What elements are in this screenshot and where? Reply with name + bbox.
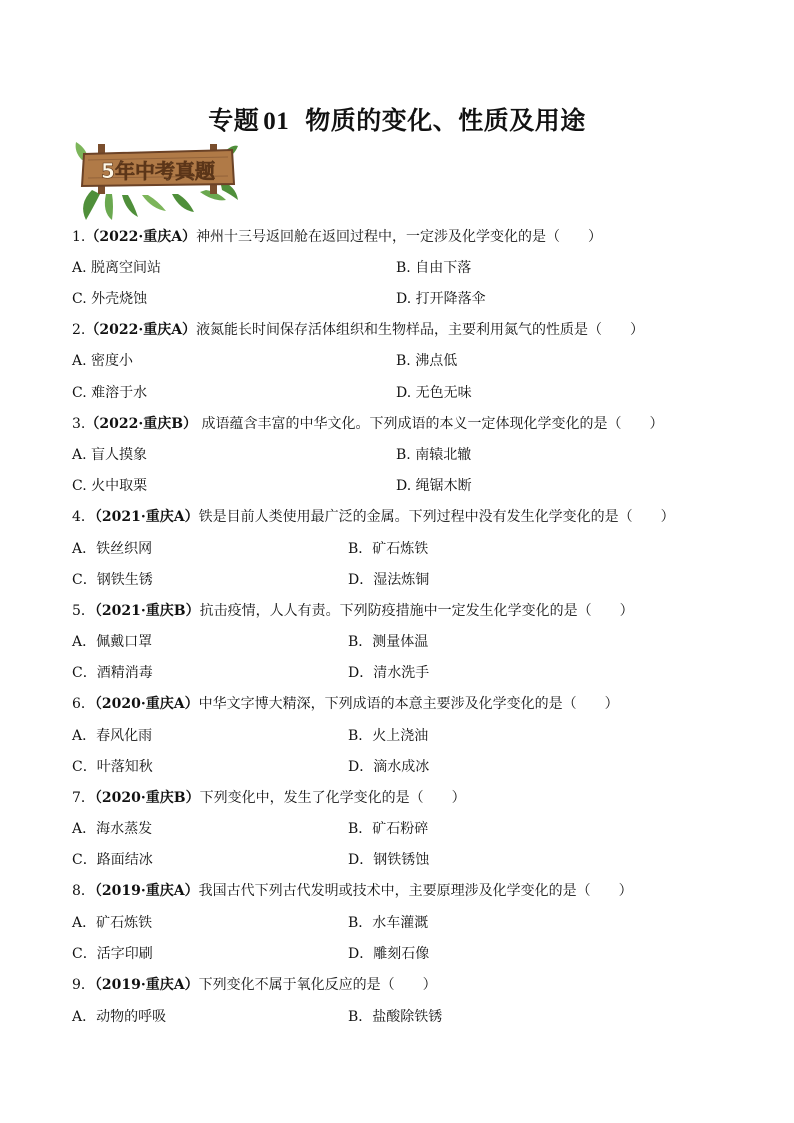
option-5d: D．清水洗手 — [348, 665, 430, 681]
option-2b: B. 沸点低 — [396, 353, 458, 369]
option-5c: C．酒精消毒 — [72, 665, 153, 681]
option-3a: A. 盲人摸象 — [72, 447, 148, 463]
option-7c: C．路面结冰 — [72, 852, 153, 868]
question-7: 7．（2020·重庆B）下列变化中，发生了化学变化的是（ ） — [72, 790, 466, 806]
option-9a: A．动物的呼吸 — [72, 1009, 167, 1025]
option-2a: A. 密度小 — [72, 353, 134, 369]
question-4: 4．（2021·重庆A）铁是目前人类使用最广泛的金属。下列过程中没有发生化学变化的是（ ） — [72, 509, 675, 525]
question-2: 2.（2022·重庆A）液氮能长时间保存活体组织和生物样品，主要利用氮气的性质是（ ） — [72, 322, 645, 338]
option-8b: B．水车灌溉 — [348, 915, 429, 931]
question-8: 8．（2019·重庆A）我国古代下列古代发明或技术中，主要原理涉及化学变化的是（ ） — [72, 883, 633, 899]
question-9: 9．（2019·重庆A）下列变化不属于氧化反应的是（ ） — [72, 977, 437, 993]
title-number: 01 — [263, 108, 290, 135]
option-1c: C. 外壳烧蚀 — [72, 291, 148, 307]
option-3c: C. 火中取栗 — [72, 478, 148, 494]
option-6b: B．火上浇油 — [348, 728, 429, 744]
option-4d: D．湿法炼铜 — [348, 572, 430, 588]
option-8c: C．活字印刷 — [72, 946, 153, 962]
page-title — [0, 101, 794, 137]
option-6d: D．滴水成冰 — [348, 759, 430, 775]
title-text: 物质的变化、性质及用途 — [305, 106, 586, 135]
option-8a: A．矿石炼铁 — [72, 915, 153, 931]
title-prefix: 专题 — [208, 106, 260, 135]
option-7d: D．钢铁锈蚀 — [348, 852, 430, 868]
option-8d: D．雕刻石像 — [348, 946, 430, 962]
option-5b: B．测量体温 — [348, 634, 429, 650]
question-3: 3.（2022·重庆B） 成语蕴含丰富的中华文化。下列成语的本义一定体现化学变化的是（ ） — [72, 416, 664, 432]
option-3b: B. 南辕北辙 — [396, 447, 472, 463]
question-1: 1.（2022·重庆A）神州十三号返回舱在返回过程中，一定涉及化学变化的是（ ） — [72, 229, 603, 245]
option-5a: A．佩戴口罩 — [72, 634, 153, 650]
option-6c: C．叶落知秋 — [72, 759, 153, 775]
badge-text: 5年中考真题 — [101, 159, 215, 183]
option-1a: A. 脱离空间站 — [72, 260, 162, 276]
option-2c: C. 难溶于水 — [72, 385, 148, 401]
question-5: 5．（2021·重庆B）抗击疫情，人人有责。下列防疫措施中一定发生化学变化的是（ ） — [72, 603, 634, 619]
option-1d: D. 打开降落伞 — [396, 291, 486, 307]
option-3d: D. 绳锯木断 — [396, 478, 472, 494]
option-4c: C．钢铁生锈 — [72, 572, 153, 588]
wooden-sign-icon — [72, 140, 242, 222]
question-6: 6．（2020·重庆A）中华文字博大精深，下列成语的本意主要涉及化学变化的是（ ） — [72, 696, 619, 712]
option-1b: B. 自由下落 — [396, 260, 472, 276]
option-2d: D. 无色无味 — [396, 385, 472, 401]
option-9b: B．盐酸除铁锈 — [348, 1009, 443, 1025]
option-4a: A．铁丝织网 — [72, 541, 153, 557]
option-6a: A．春风化雨 — [72, 728, 153, 744]
option-7b: B．矿石粉碎 — [348, 821, 429, 837]
option-7a: A．海水蒸发 — [72, 821, 153, 837]
option-4b: B．矿石炼铁 — [348, 541, 429, 557]
section-badge — [72, 140, 242, 222]
